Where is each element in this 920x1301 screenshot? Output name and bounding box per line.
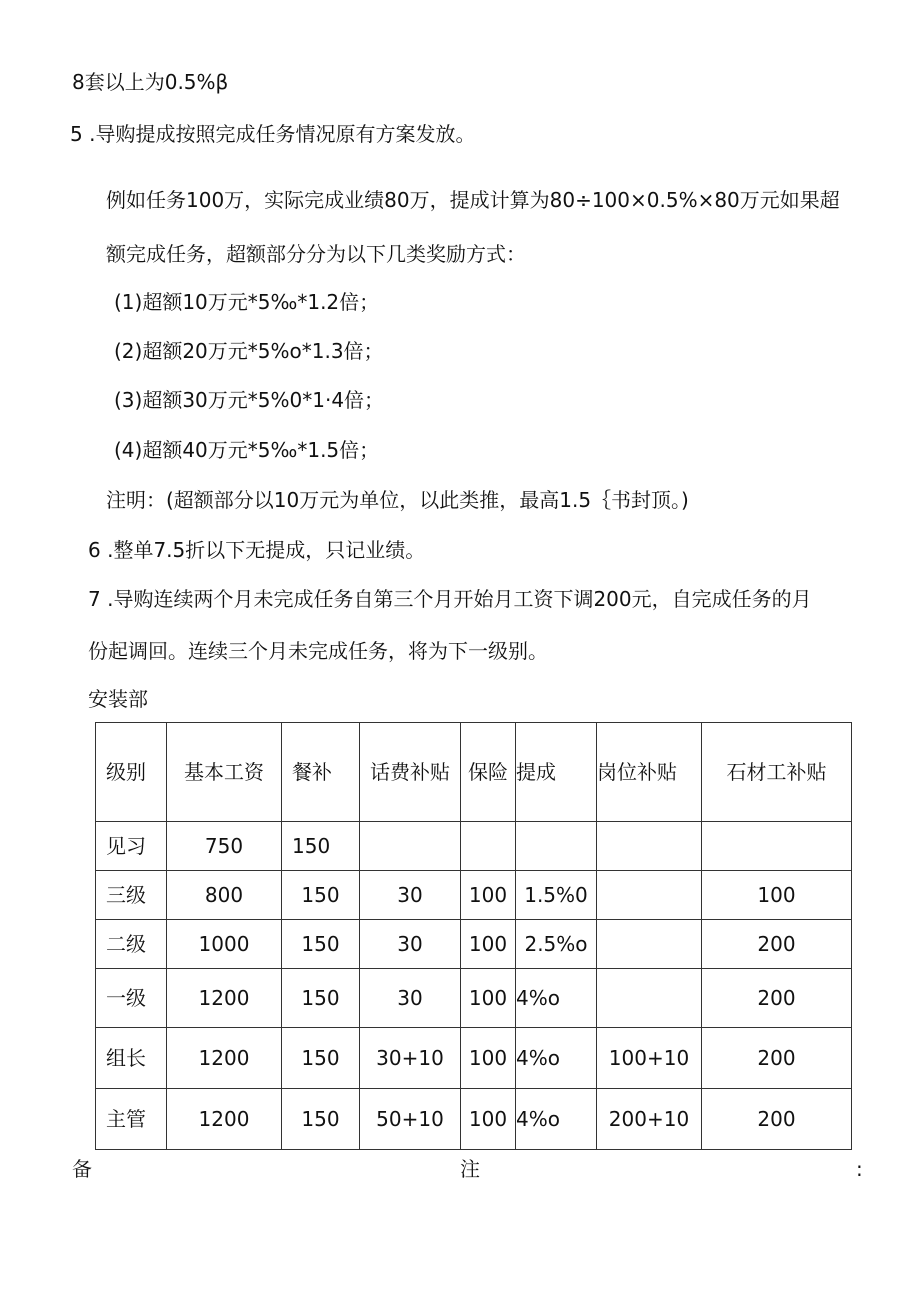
table-cell: 200 bbox=[702, 1089, 852, 1150]
table-row bbox=[96, 822, 852, 871]
table-cell: 1200 bbox=[167, 1028, 282, 1089]
table-cell: 30 bbox=[360, 969, 461, 1028]
table-cell bbox=[516, 822, 597, 871]
table-cell: 100 bbox=[461, 1089, 516, 1150]
header-cell: 岗位补贴 bbox=[597, 723, 702, 822]
table-cell: 100 bbox=[702, 871, 852, 920]
remark-label-part-1: 备 bbox=[72, 1157, 92, 1181]
table-cell: 一级 bbox=[96, 969, 167, 1028]
table-cell: 150 bbox=[282, 969, 360, 1028]
table-cell: 二级 bbox=[96, 920, 167, 969]
table-row bbox=[96, 1089, 852, 1150]
header-cell: 保险 bbox=[461, 723, 516, 822]
section-title-install-dept: 安装部 bbox=[88, 687, 148, 711]
table-cell: 4%o bbox=[516, 1089, 597, 1150]
table-cell: 30+10 bbox=[360, 1028, 461, 1089]
rule-7-line-1: 7 .导购连续两个月未完成任务自第三个月开始月工资下调200元，自完成任务的月 bbox=[88, 587, 812, 611]
header-cell: 级别 bbox=[96, 723, 167, 822]
text-line-2: 5 .导购提成按照完成任务情况原有方案发放。 bbox=[70, 122, 476, 146]
table-cell: 4%o bbox=[516, 969, 597, 1028]
header-cell: 基本工资 bbox=[167, 723, 282, 822]
table-cell: 150 bbox=[282, 920, 360, 969]
remark-colon: : bbox=[856, 1157, 863, 1181]
text-line-4: 额完成任务，超额部分分为以下几类奖励方式： bbox=[106, 242, 526, 266]
table-cell: 4%o bbox=[516, 1028, 597, 1089]
remark-label-part-2: 注 bbox=[460, 1157, 480, 1181]
table-cell: 1.5%0 bbox=[516, 871, 597, 920]
table-cell: 见习 bbox=[96, 822, 167, 871]
table-cell bbox=[461, 822, 516, 871]
table-row bbox=[96, 969, 852, 1028]
note-line: 注明：(超额部分以10万元为单位，以此类推，最高1.5｛书封顶。) bbox=[106, 488, 689, 512]
table-cell bbox=[702, 822, 852, 871]
table-cell: 100 bbox=[461, 1028, 516, 1089]
table-cell: 2.5%o bbox=[516, 920, 597, 969]
table-header-row bbox=[96, 723, 852, 822]
table-row bbox=[96, 871, 852, 920]
table-cell: 150 bbox=[282, 822, 360, 871]
table-cell: 200 bbox=[702, 969, 852, 1028]
table-cell bbox=[597, 822, 702, 871]
table-cell: 1200 bbox=[167, 1089, 282, 1150]
table-cell bbox=[597, 969, 702, 1028]
table-cell: 200 bbox=[702, 920, 852, 969]
wage-table bbox=[95, 722, 852, 1150]
table-cell: 800 bbox=[167, 871, 282, 920]
header-cell: 话费补贴 bbox=[360, 723, 461, 822]
table-cell: 50+10 bbox=[360, 1089, 461, 1150]
table-cell: 100 bbox=[461, 871, 516, 920]
table-cell: 150 bbox=[282, 871, 360, 920]
table-row bbox=[96, 1028, 852, 1089]
bonus-item-2: (2)超额20万元*5%o*1.3倍； bbox=[114, 339, 384, 363]
table-cell: 1000 bbox=[167, 920, 282, 969]
rule-7-line-2: 份起调回。连续三个月未完成任务，将为下一级别。 bbox=[88, 639, 548, 663]
table-cell bbox=[360, 822, 461, 871]
text-line-1: 8套以上为0.5%β bbox=[72, 70, 229, 94]
table-cell: 200 bbox=[702, 1028, 852, 1089]
rule-6: 6 .整单7.5折以下无提成，只记业绩。 bbox=[88, 538, 426, 562]
table-cell: 主管 bbox=[96, 1089, 167, 1150]
table-cell: 30 bbox=[360, 920, 461, 969]
table-cell: 750 bbox=[167, 822, 282, 871]
table-cell: 三级 bbox=[96, 871, 167, 920]
header-cell: 餐补 bbox=[282, 723, 360, 822]
bonus-item-3: (3)超额30万元*5%0*1·4倍； bbox=[114, 388, 385, 412]
table-cell: 100 bbox=[461, 920, 516, 969]
table-row bbox=[96, 920, 852, 969]
table-cell bbox=[597, 871, 702, 920]
table-cell: 100+10 bbox=[597, 1028, 702, 1089]
table-cell: 200+10 bbox=[597, 1089, 702, 1150]
bonus-item-4: (4)超额40万元*5‰*1.5倍； bbox=[114, 438, 380, 462]
table-cell: 组长 bbox=[96, 1028, 167, 1089]
header-cell: 石材工补贴 bbox=[702, 723, 852, 822]
header-cell: 提成 bbox=[516, 723, 597, 822]
bonus-item-1: (1)超额10万元*5‰*1.2倍； bbox=[114, 290, 380, 314]
table-cell: 1200 bbox=[167, 969, 282, 1028]
table-cell: 30 bbox=[360, 871, 461, 920]
table-cell bbox=[597, 920, 702, 969]
text-line-3: 例如任务100万，实际完成业绩80万，提成计算为80÷100×0.5%×80万元如果超 bbox=[106, 188, 840, 212]
table-cell: 150 bbox=[282, 1089, 360, 1150]
table-cell: 100 bbox=[461, 969, 516, 1028]
table-cell: 150 bbox=[282, 1028, 360, 1089]
